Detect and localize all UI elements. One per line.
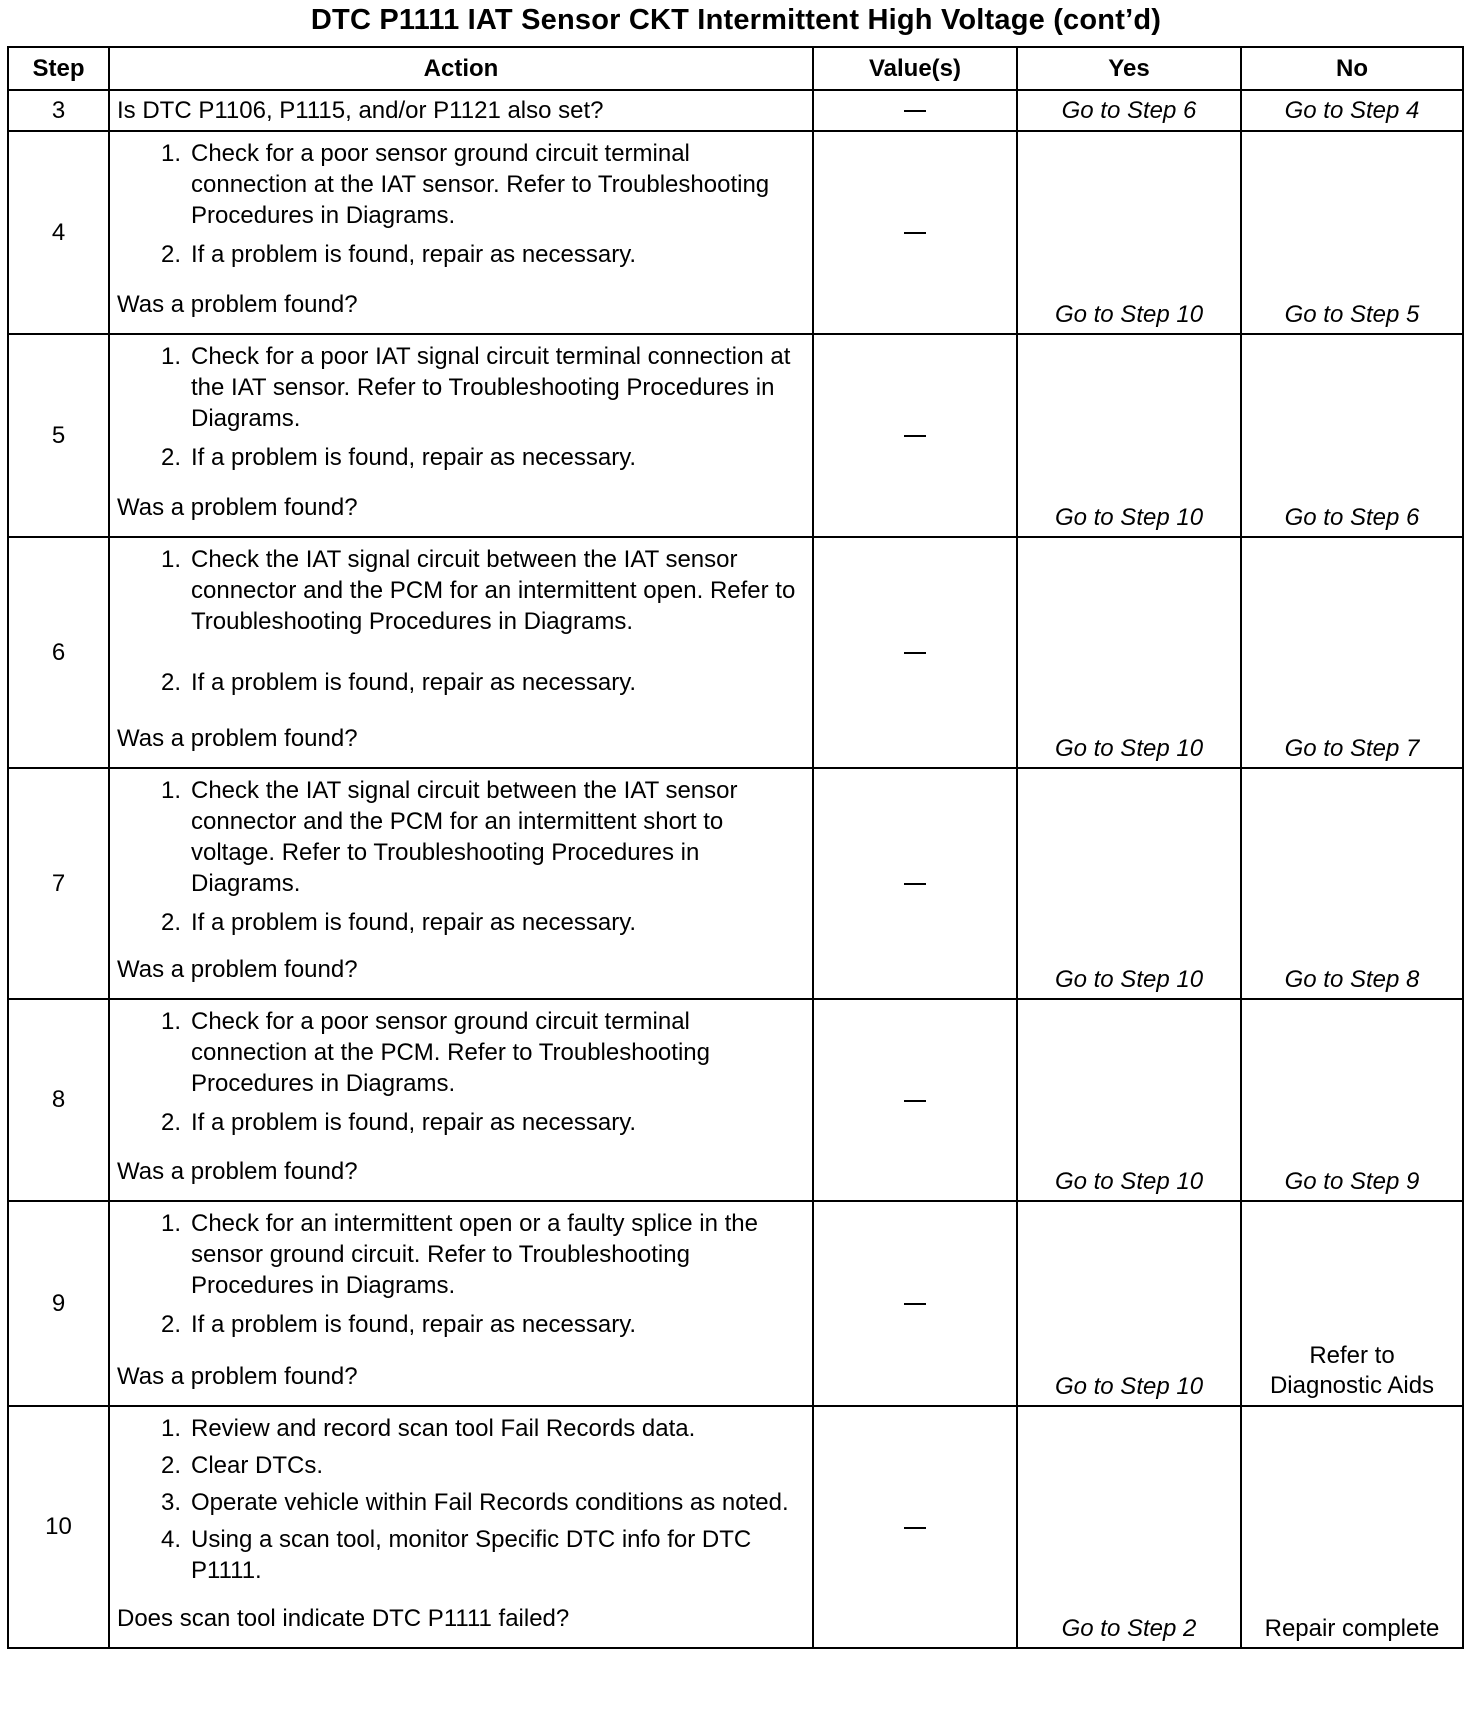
action-cell <box>109 90 813 131</box>
step-number: 4 <box>8 131 109 334</box>
question-text: Was a problem found? <box>117 1363 358 1390</box>
no-cell <box>1241 1406 1463 1648</box>
header-yes: Yes <box>1017 47 1241 90</box>
yes-cell <box>1017 768 1241 999</box>
list-item: 1. Check for a poor IAT signal circuit terminal connection at the IAT sensor. Refer to Troubleshooting Procedures in Diagrams. <box>160 343 791 432</box>
diagnostic-table <box>7 46 1464 1649</box>
table-row-step-8 <box>8 999 1463 1201</box>
question-text: Does scan tool indicate DTC P1111 failed? <box>117 1605 570 1632</box>
yes-link[interactable]: Go to Step 10 <box>1054 1168 1204 1195</box>
value-cell <box>813 131 1017 334</box>
list-item: 1. Check the IAT signal circuit between the IAT sensor connector and the PCM for an intermittent short to voltage. Refer to Troubleshooting Procedures in Diagrams. <box>160 777 738 897</box>
dash-icon <box>904 232 926 234</box>
no-link[interactable]: Go to Step 6 <box>1284 504 1420 531</box>
dash-icon <box>904 435 926 437</box>
list-item: 3. Operate vehicle within Fail Records conditions as noted. <box>160 1489 789 1516</box>
question-text: Is DTC P1106, P1115, and/or P1121 also set? <box>117 97 604 124</box>
list-item: 1. Check for a poor sensor ground circuit terminal connection at the IAT sensor. Refer to Troubleshooting Procedures in Diagrams. <box>160 140 770 229</box>
yes-link[interactable]: Go to Step 10 <box>1054 1373 1204 1400</box>
list-item: 2. If a problem is found, repair as necessary. <box>160 909 637 936</box>
list-item: 1. Check the IAT signal circuit between the IAT sensor connector and the PCM for an intermittent open. Refer to Troubleshooting Procedures in Diagrams. <box>160 546 796 635</box>
question-text: Was a problem found? <box>117 291 358 318</box>
no-text-line-1: Refer to <box>1309 1342 1395 1369</box>
list-item: 1. Review and record scan tool Fail Records data. <box>160 1415 696 1442</box>
value-cell <box>813 768 1017 999</box>
no-text-line-2: Diagnostic Aids <box>1269 1372 1435 1399</box>
no-cell <box>1241 334 1463 537</box>
table-row-step-5 <box>8 334 1463 537</box>
dash-icon <box>904 1527 926 1529</box>
yes-link[interactable]: Go to Step 10 <box>1054 966 1204 993</box>
yes-cell <box>1017 1406 1241 1648</box>
table-row-step-6 <box>8 537 1463 768</box>
list-item: 2. If a problem is found, repair as necessary. <box>160 1311 637 1338</box>
no-cell <box>1241 768 1463 999</box>
no-cell <box>1241 999 1463 1201</box>
list-item: 2. If a problem is found, repair as necessary. <box>160 669 637 696</box>
dash-icon <box>904 110 926 112</box>
no-cell <box>1241 90 1463 131</box>
step-number: 8 <box>8 999 109 1201</box>
question-text: Was a problem found? <box>117 1158 358 1185</box>
header-step: Step <box>8 47 109 90</box>
header-action: Action <box>109 47 813 90</box>
action-cell <box>109 334 813 537</box>
dash-icon <box>904 652 926 654</box>
yes-link[interactable]: Go to Step 10 <box>1054 301 1204 328</box>
list-item: 2. Clear DTCs. <box>160 1452 324 1479</box>
yes-cell <box>1017 999 1241 1201</box>
action-cell <box>109 1201 813 1406</box>
list-item: 1. Check for a poor sensor ground circuit terminal connection at the PCM. Refer to Troubleshooting Procedures in Diagrams. <box>160 1008 710 1097</box>
header-row <box>8 47 1463 90</box>
yes-cell <box>1017 131 1241 334</box>
dash-icon <box>904 883 926 885</box>
header-no: No <box>1241 47 1463 90</box>
action-cell <box>109 537 813 768</box>
no-cell <box>1241 537 1463 768</box>
yes-link[interactable]: Go to Step 10 <box>1054 504 1204 531</box>
list-item: 1. Check for an intermittent open or a faulty splice in the sensor ground circuit. Refer to Troubleshooting Procedures in Diagrams. <box>160 1210 758 1299</box>
value-cell <box>813 1406 1017 1648</box>
yes-cell <box>1017 1201 1241 1406</box>
list-item: 2. If a problem is found, repair as necessary. <box>160 1109 637 1136</box>
value-cell <box>813 537 1017 768</box>
list-item: 2. If a problem is found, repair as necessary. <box>160 241 637 268</box>
header-values: Value(s) <box>813 47 1017 90</box>
yes-cell <box>1017 334 1241 537</box>
value-cell <box>813 90 1017 131</box>
value-cell <box>813 334 1017 537</box>
yes-link[interactable]: Go to Step 6 <box>1061 96 1197 124</box>
step-number: 3 <box>8 90 109 131</box>
no-text: Repair complete <box>1264 1615 1440 1642</box>
no-link[interactable]: Go to Step 8 <box>1284 966 1420 993</box>
value-cell <box>813 1201 1017 1406</box>
value-cell <box>813 999 1017 1201</box>
action-cell <box>109 999 813 1201</box>
no-cell[interactable] <box>1241 1201 1463 1406</box>
step-number: 5 <box>8 334 109 537</box>
question-text: Was a problem found? <box>117 494 358 521</box>
list-item: 4. Using a scan tool, monitor Specific DTC info for DTC P1111. <box>160 1526 752 1584</box>
yes-link[interactable]: Go to Step 2 <box>1061 1615 1197 1642</box>
step-number: 6 <box>8 537 109 768</box>
yes-cell <box>1017 537 1241 768</box>
list-item: 2. If a problem is found, repair as necessary. <box>160 444 637 471</box>
yes-cell <box>1017 90 1241 131</box>
dash-icon <box>904 1303 926 1305</box>
step-number: 7 <box>8 768 109 999</box>
table-row-step-3 <box>8 90 1463 131</box>
table-row-step-9 <box>8 1201 1463 1406</box>
action-cell <box>109 768 813 999</box>
no-link[interactable]: Go to Step 9 <box>1284 1168 1420 1195</box>
dash-icon <box>904 1100 926 1102</box>
no-cell <box>1241 131 1463 334</box>
step-number: 10 <box>8 1406 109 1648</box>
no-link[interactable]: Go to Step 5 <box>1284 301 1420 328</box>
yes-link[interactable]: Go to Step 10 <box>1054 735 1204 762</box>
page-title: DTC P1111 IAT Sensor CKT Intermittent High Voltage (cont’d) <box>310 4 1162 36</box>
no-link[interactable]: Go to Step 7 <box>1284 735 1420 762</box>
question-text: Was a problem found? <box>117 956 358 983</box>
no-link[interactable]: Go to Step 4 <box>1284 96 1420 124</box>
action-cell <box>109 1406 813 1648</box>
action-cell <box>109 131 813 334</box>
table-row-step-7 <box>8 768 1463 999</box>
step-number: 9 <box>8 1201 109 1406</box>
table-row-step-4 <box>8 131 1463 334</box>
question-text: Was a problem found? <box>117 725 358 752</box>
table-row-step-10 <box>8 1406 1463 1648</box>
